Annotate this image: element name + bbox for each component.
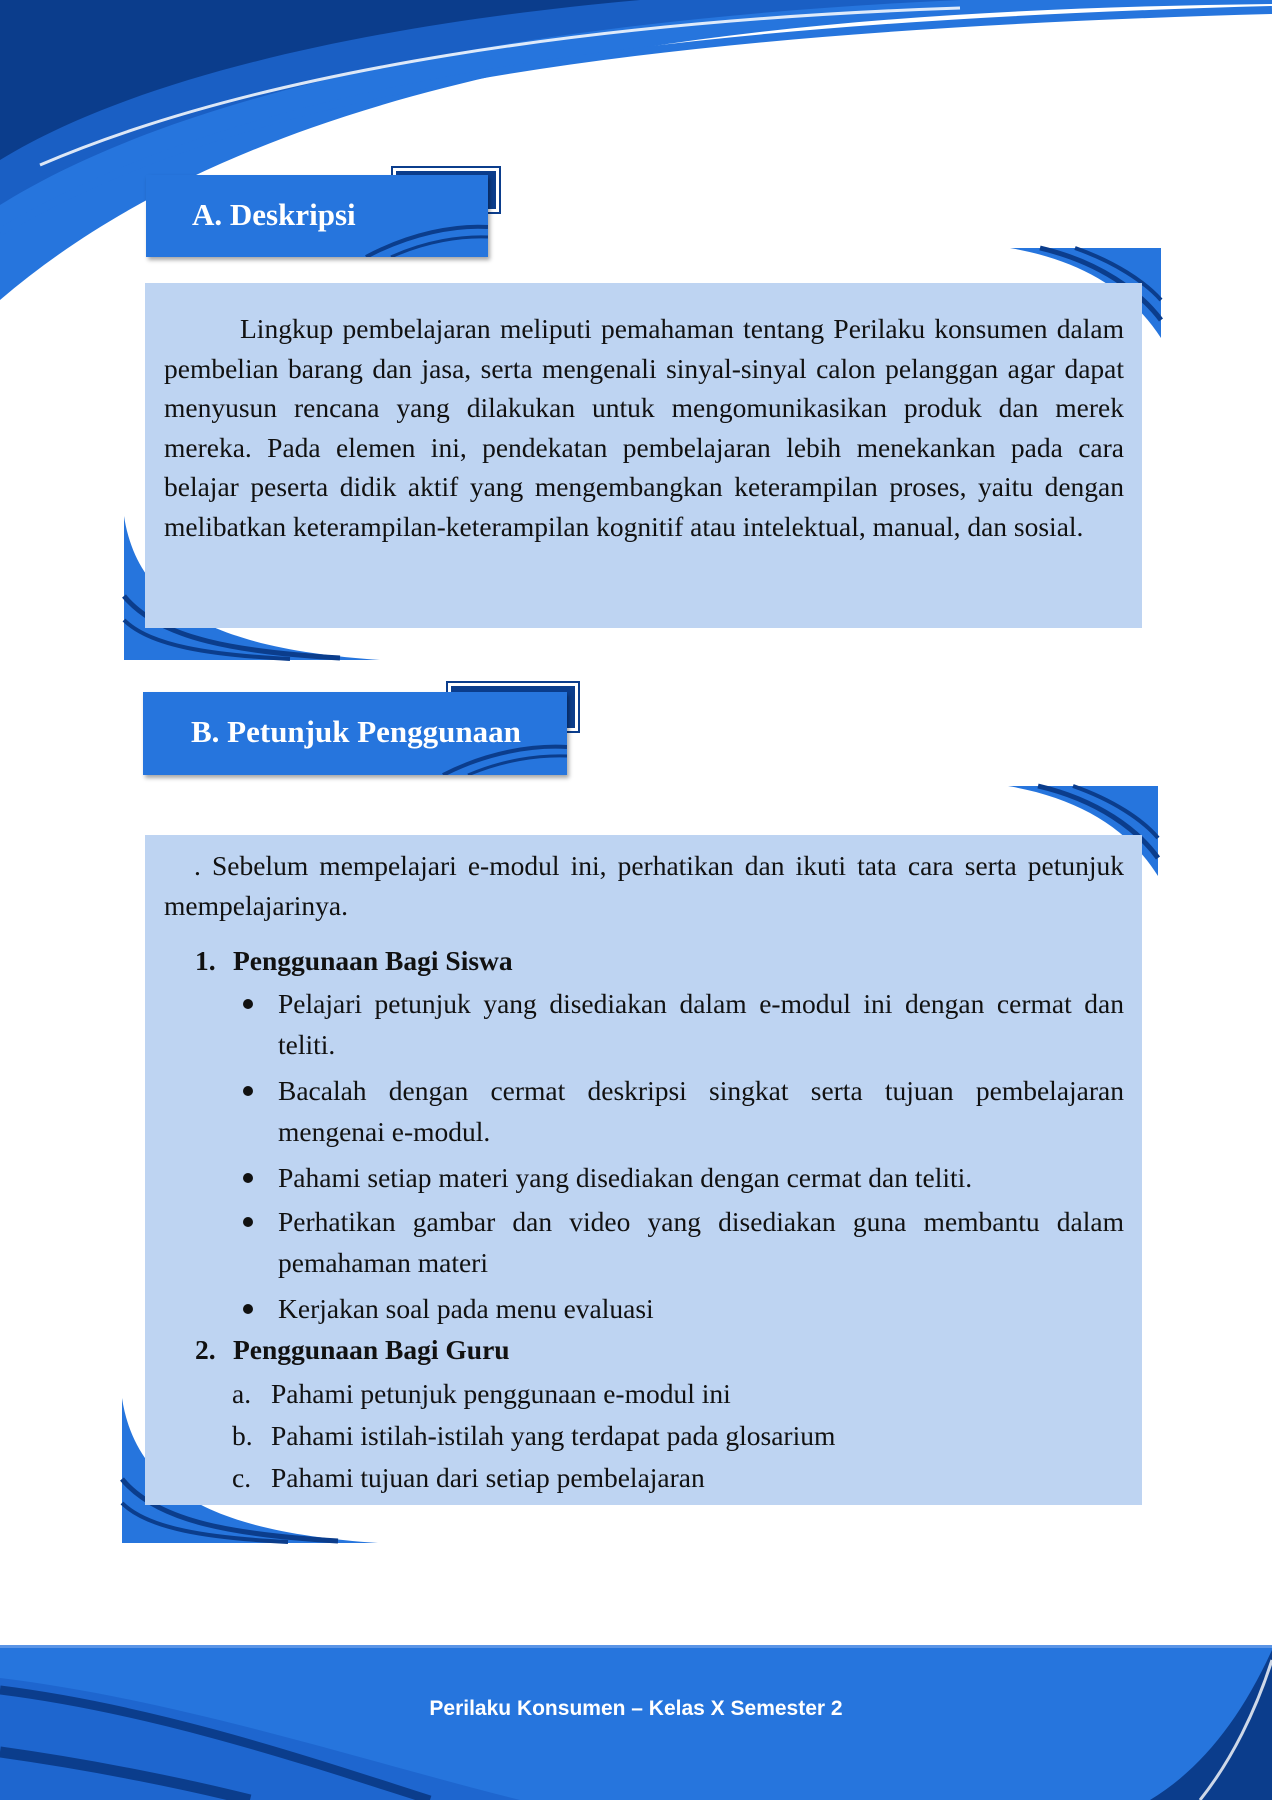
siswa-bullet-item: Pelajari petunjuk yang disediakan dalam e-modul ini dengan cermat dan teliti. [278, 988, 1124, 1060]
guru-item-letter: a. [232, 1378, 252, 1409]
siswa-bullet-item: Kerjakan soal pada menu evaluasi [278, 1293, 654, 1324]
usage-intro-paragraph: . Sebelum mempelajari e-modul ini, perhatikan dan ikuti tata cara serta petunjuk mempelajarinya. [164, 850, 1124, 921]
siswa-heading: Penggunaan Bagi Siswa [233, 945, 513, 976]
siswa-bullet-item: Bacalah dengan cermat deskripsi singkat serta tujuan pembelajaran mengenai e-modul. [278, 1075, 1124, 1147]
guru-item-letter: b. [232, 1420, 253, 1451]
guru-item-text: Pahami tujuan dari setiap pembelajaran [271, 1462, 705, 1493]
guru-item-text: Pahami istilah-istilah yang terdapat pada glosarium [271, 1420, 836, 1451]
guru-item-letter: c. [232, 1462, 252, 1493]
guru-item-text: Pahami petunjuk penggunaan e-modul ini [271, 1378, 731, 1409]
section-a-title: A. Deskripsi [192, 197, 356, 232]
footer-title: Perilaku Konsumen – Kelas X Semester 2 [429, 1697, 843, 1720]
section-b-title: B. Petunjuk Penggunaan [191, 714, 521, 749]
description-paragraph: Lingkup pembelajaran meliputi pemahaman tentang Perilaku konsumen dalam pembelian barang dan jasa, serta mengenali sinyal-sinyal calon pelanggan agar dapat menyusun rencana yang dilakukan untuk mengomunikasikan produk dan merek mereka. Pada elemen ini, pendekatan pembelajaran lebih menekankan pada cara belajar peserta didik aktif yang mengembangkan keterampilan proses, yaitu dengan melibatkan keterampilan-keterampilan kognitif atau intelektual, manual, dan sosial. [164, 313, 1124, 542]
guru-number: 2. [195, 1334, 216, 1365]
siswa-bullet-item: Perhatikan gambar dan video yang disediakan guna membantu dalam pemahaman materi [278, 1206, 1124, 1278]
siswa-bullet-item: Pahami setiap materi yang disediakan dengan cermat dan teliti. [278, 1162, 973, 1193]
siswa-number: 1. [195, 945, 216, 976]
guru-heading: Penggunaan Bagi Guru [233, 1334, 510, 1365]
